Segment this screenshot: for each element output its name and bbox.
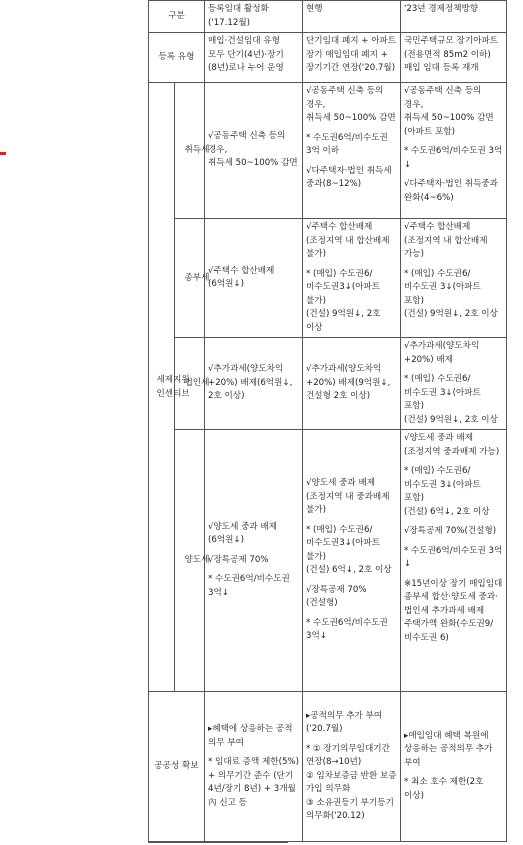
rental-policy-table	[148, 0, 507, 842]
header-category: 구분	[149, 1, 205, 33]
header-current: 현행	[303, 1, 401, 33]
row-acquisition-tax	[149, 83, 507, 219]
row-registration-type	[149, 33, 507, 83]
footnote-divider	[148, 842, 288, 843]
cell-corp-2017: √추가과세(양도차익 +20%) 배제(6억원↓, 2호 이상)	[205, 338, 303, 430]
cell-acq-2017: √공동주택 신축 등의 경우, 취득세 50~100% 감면	[205, 83, 303, 219]
cell-type-current: 단기임대 폐지 + 아파트 장기 매입임대 폐지 + 장기기간 연장('20.7월)	[303, 33, 401, 83]
header-row	[149, 1, 507, 33]
label-transfer-tax: 양도세	[175, 430, 205, 692]
cell-corp-current: √추가과세(양도차익 +20%) 배제(9억원↓, 건설형 2호 이상)	[303, 338, 401, 430]
cell-comp-2023: √주택수 합산배제(조정지역 내 합산배제 가능) * (매입) 수도권6/비수도권 3↓(아파트 포함) (건설) 9억원↓, 2호 이상	[401, 219, 507, 338]
cell-transfer-2017: √양도세 중과 배제(6억원↓) √장특공제 70% * 수도권6억/비수도권 3억↓	[205, 430, 303, 692]
row-transfer-tax	[149, 430, 507, 692]
row-public-interest	[149, 692, 507, 842]
cell-comp-2017: √주택수 합산배제(6억원↓)	[205, 219, 303, 338]
cell-public-current: ▸공적의무 추가 부여 ('20.7월) * ① 장기의무임대기간 연장(8→10년) ② 임차보증금 반환 보증 가입 의무화 ③ 소유권등기 부기등기 의무화('20.12)	[303, 692, 401, 842]
cell-transfer-current: √양도세 중과 배제(조정지역 내 중과배제 불가) * (매입) 수도권6/비수도권3↓(아파트 불가) (건설) 6억↓, 2호 이상 √장특공제 70%(건설형) * 수도권6억/비수도권 3억↓	[303, 430, 401, 692]
cell-public-2017: ▸혜택에 상응하는 공적 의무 부여 * 임대료 증액 제한(5%) + 의무기간 준수 (단기 4년/장기 8년) + 3개월 內 신고 등	[205, 692, 303, 842]
label-comprehensive-tax: 종부세	[175, 219, 205, 338]
cell-acq-2023: √공동주택 신축 등의 경우, 취득세 50~100% 감면(아파트 포함) * 수도권6억/비수도권 3억↓ √다주택자·법인 취득중과 완화(4~6%)	[401, 83, 507, 219]
row-corporate-tax	[149, 338, 507, 430]
cell-type-2023: 국민주택규모 장기아파트 (전용면적 85m2 이하) 매입 임대 등록 재개	[401, 33, 507, 83]
cell-transfer-2023: √양도세 중과 배제(조정지역 중과배제 가능) * (매입) 수도권6/비수도권 3↓(아파트 포함) (건설) 6억↓, 2호 이상 √장특공제 70%(건설형) * 수도권6억/비수도권 3억↓ ※15년이상 장기 매입임대 종부세 합산·양도세 중과·법인세 추가과세 배제 주택가액 완화(수도권9/비수도권 6)	[401, 430, 507, 692]
cell-comp-current: √주택수 합산배제(조정지역 내 합산배제 불가) * (매입) 수도권6/비수도권3↓(아파트 불가) (건설) 9억원↓, 2호 이상	[303, 219, 401, 338]
header-2023: '23년 경제정책방향	[401, 1, 507, 33]
cell-type-2017: 매입·건설임대 유형 모두 단기(4년)·장기(8년)로나 누어 운영	[205, 33, 303, 83]
label-public-interest: 공공성 확보	[149, 692, 205, 842]
header-2017: 등록임대 활성화 ('17.12월)	[205, 1, 303, 33]
label-corporate-tax: 법인세	[175, 338, 205, 430]
red-margin-marker	[0, 152, 6, 155]
row-comprehensive-tax	[149, 219, 507, 338]
label-acquisition-tax: 취득세	[175, 83, 205, 219]
label-tax-incentive-group: 세제지원 인센티브	[149, 83, 175, 692]
label-registration-type: 등록 유형	[149, 33, 205, 83]
cell-acq-current: √공동주택 신축 등의 경우, 취득세 50~100% 감면 * 수도권6억/비수도권 3억 이하 √다주택자·법인 취득세 중과(8~12%)	[303, 83, 401, 219]
cell-public-2023: ▸매입임대 혜택 복원에 상응하는 공적의무 추가 부여 * 최소 호수 제한(2호 이상)	[401, 692, 507, 842]
cell-corp-2023: √추가과세(양도차익+20%) 배제 * (매입) 수도권6/비수도권 3↓(아파트 포함) (건설) 9억원↓, 2호 이상	[401, 338, 507, 430]
